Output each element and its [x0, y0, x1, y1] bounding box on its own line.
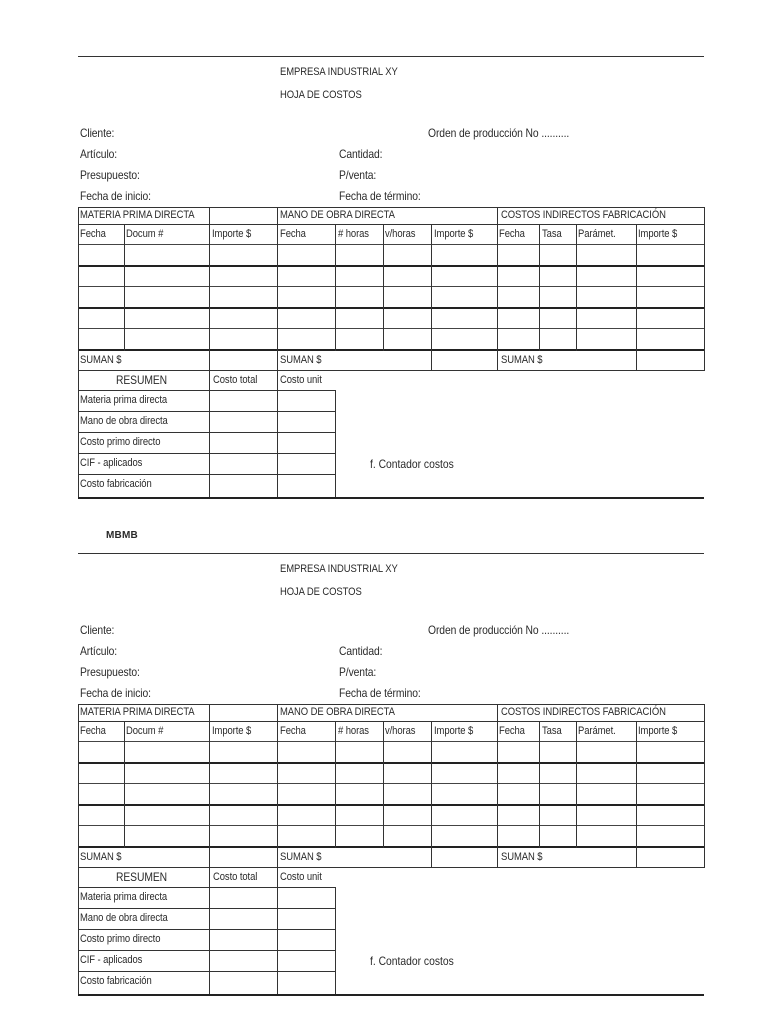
summary-costo-total-header: Costo total — [213, 374, 258, 386]
quantity-label: Cantidad: — [339, 147, 383, 161]
column-header: v/horas — [385, 228, 416, 240]
sale-price-label: P/venta: — [339, 168, 377, 182]
rule-line — [78, 390, 335, 391]
column-line — [78, 704, 79, 994]
document-title: HOJA DE COSTOS — [280, 89, 362, 101]
rule-line — [78, 721, 704, 722]
column-header: Fecha — [280, 228, 306, 240]
table-row — [78, 286, 704, 287]
start-date-label: Fecha de inicio: — [80, 189, 151, 203]
section-mano-de-obra: MANO DE OBRA DIRECTA — [280, 706, 395, 718]
summary-row-label: Costo primo directo — [80, 933, 161, 945]
column-line — [576, 721, 577, 848]
column-line — [383, 224, 384, 351]
summary-row-label: Costo primo directo — [80, 436, 161, 448]
article-label: Artículo: — [80, 147, 118, 161]
column-line — [78, 207, 79, 497]
cost-sheet — [78, 553, 704, 996]
end-date-label: Fecha de término: — [339, 686, 421, 700]
rule-line — [78, 867, 704, 868]
budget-label: Presupuesto: — [80, 665, 140, 679]
rule-line — [78, 224, 704, 225]
suman-mod: SUMAN $ — [280, 851, 322, 863]
column-header: Importe $ — [638, 228, 678, 240]
summary-costo-unit-header: Costo unit — [280, 871, 322, 883]
article-label: Artículo: — [80, 644, 118, 658]
suman-cif: SUMAN $ — [501, 851, 543, 863]
column-header: Docum # — [126, 725, 164, 737]
summary-row-label: Mano de obra directa — [80, 912, 168, 924]
rule-line — [78, 887, 335, 888]
table-row — [78, 804, 704, 806]
handwritten-note: MBMB — [106, 530, 138, 541]
column-header: Importe $ — [212, 725, 252, 737]
column-line — [335, 390, 336, 497]
column-line — [209, 207, 210, 371]
summary-costo-total-header: Costo total — [213, 871, 258, 883]
column-line — [539, 224, 540, 351]
column-header: Tasa — [542, 228, 562, 240]
start-date-label: Fecha de inicio: — [80, 686, 151, 700]
column-line — [431, 848, 432, 868]
column-line — [124, 721, 125, 848]
column-header: Fecha — [80, 228, 106, 240]
client-label: Cliente: — [80, 126, 115, 140]
column-line — [431, 721, 432, 848]
cost-sheet — [78, 56, 704, 499]
section-materia-prima: MATERIA PRIMA DIRECTA — [80, 209, 195, 221]
table-row — [78, 741, 704, 742]
table-row — [78, 783, 704, 784]
column-line — [209, 704, 210, 868]
suman-mpd: SUMAN $ — [80, 354, 122, 366]
column-header: Fecha — [499, 228, 525, 240]
column-line — [431, 351, 432, 371]
column-line — [636, 848, 637, 868]
column-header: Parámet. — [578, 228, 616, 240]
summary-costo-unit-header: Costo unit — [280, 374, 322, 386]
rule-line — [78, 370, 704, 371]
column-line — [431, 224, 432, 351]
section-costos-indirectos: COSTOS INDIRECTOS FABRICACIÓN — [501, 209, 666, 221]
column-header: # horas — [338, 725, 369, 737]
rule-line — [78, 411, 335, 412]
table-row — [78, 349, 704, 351]
column-header: Importe $ — [434, 725, 474, 737]
suman-mod: SUMAN $ — [280, 354, 322, 366]
column-header: Fecha — [499, 725, 525, 737]
column-line — [539, 721, 540, 848]
summary-row-label: CIF - aplicados — [80, 457, 143, 469]
summary-title: RESUMEN — [116, 870, 168, 884]
column-line — [704, 704, 705, 868]
suman-mpd: SUMAN $ — [80, 851, 122, 863]
column-header: Importe $ — [212, 228, 252, 240]
end-date-label: Fecha de término: — [339, 189, 421, 203]
sale-price-label: P/venta: — [339, 665, 377, 679]
signature-line-label: f. Contador costos — [370, 457, 454, 471]
column-header: v/horas — [385, 725, 416, 737]
summary-title: RESUMEN — [116, 373, 168, 387]
column-line — [335, 721, 336, 848]
section-mano-de-obra: MANO DE OBRA DIRECTA — [280, 209, 395, 221]
rule-line — [78, 474, 335, 475]
summary-row-label: Mano de obra directa — [80, 415, 168, 427]
rule-line — [78, 971, 335, 972]
suman-cif: SUMAN $ — [501, 354, 543, 366]
column-line — [277, 704, 278, 868]
column-line — [636, 224, 637, 351]
column-header: Fecha — [80, 725, 106, 737]
table-row — [78, 307, 704, 309]
column-header: Docum # — [126, 228, 164, 240]
rule-line — [78, 929, 335, 930]
section-costos-indirectos: COSTOS INDIRECTOS FABRICACIÓN — [501, 706, 666, 718]
company-name: EMPRESA INDUSTRIAL XY — [280, 563, 398, 575]
table-row — [78, 762, 704, 764]
summary-row-label: Materia prima directa — [80, 891, 168, 903]
quantity-label: Cantidad: — [339, 644, 383, 658]
column-header: Parámet. — [578, 725, 616, 737]
column-line — [497, 207, 498, 371]
column-line — [277, 207, 278, 371]
column-line — [636, 721, 637, 848]
column-header: # horas — [338, 228, 369, 240]
column-line — [636, 351, 637, 371]
column-line — [704, 207, 705, 371]
client-label: Cliente: — [80, 623, 115, 637]
rule-line — [78, 453, 335, 454]
column-line — [497, 704, 498, 868]
column-line — [576, 224, 577, 351]
summary-row-label: CIF - aplicados — [80, 954, 143, 966]
table-row — [78, 825, 704, 826]
column-line — [124, 224, 125, 351]
rule-line — [78, 908, 335, 909]
column-header: Tasa — [542, 725, 562, 737]
rule-line — [78, 432, 335, 433]
section-materia-prima: MATERIA PRIMA DIRECTA — [80, 706, 195, 718]
column-line — [335, 224, 336, 351]
signature-line-label: f. Contador costos — [370, 954, 454, 968]
table-row — [78, 846, 704, 848]
column-header: Importe $ — [434, 228, 474, 240]
company-name: EMPRESA INDUSTRIAL XY — [280, 66, 398, 78]
order-number-label: Orden de producción No .......... — [428, 126, 570, 140]
summary-row-label: Costo fabricación — [80, 975, 152, 987]
column-header: Importe $ — [638, 725, 678, 737]
column-line — [335, 887, 336, 994]
budget-label: Presupuesto: — [80, 168, 140, 182]
order-number-label: Orden de producción No .......... — [428, 623, 570, 637]
column-header: Fecha — [280, 725, 306, 737]
table-row — [78, 265, 704, 267]
rule-line — [78, 950, 335, 951]
summary-row-label: Materia prima directa — [80, 394, 168, 406]
document-title: HOJA DE COSTOS — [280, 586, 362, 598]
column-line — [383, 721, 384, 848]
table-row — [78, 328, 704, 329]
table-row — [78, 244, 704, 245]
summary-row-label: Costo fabricación — [80, 478, 152, 490]
